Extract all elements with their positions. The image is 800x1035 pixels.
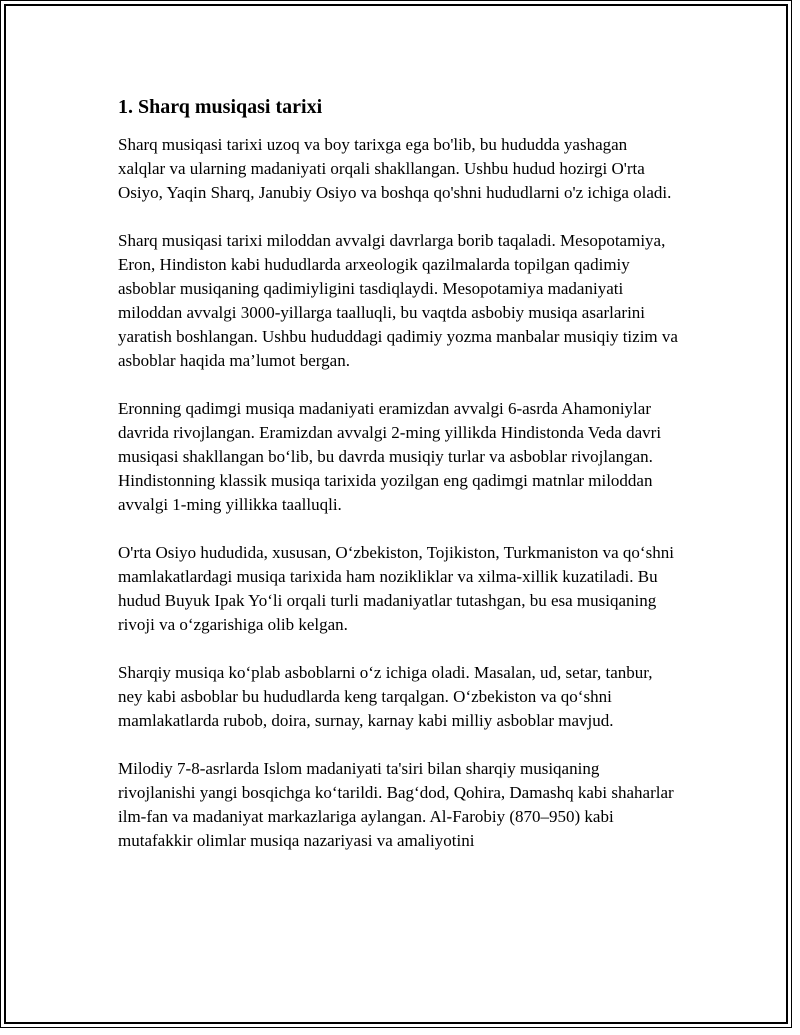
paragraph-1: Sharq musiqasi tarixi uzoq va boy tarixga ega bo'lib, bu hududda yashagan xalqlar va ularning madaniyati orqali shakllangan. Ushbu hudud hozirgi O'rta Osiyo, Yaqin Sharq, Janubiy Osiyo va boshqa qo'shni hududlarni o'z ichiga oladi.: [118, 135, 672, 202]
paragraph-4: O'rta Osiyo hududida, xususan, O‘zbekiston, Tojikiston, Turkmaniston va qo‘shni mamlakatlardagi musiqa tarixida ham nozikliklar va xilma-xillik kuzatiladi. Bu hudud Buyuk Ipak Yo‘li orqali turli madaniyatlar tutashgan, bu esa musiqaning rivoji va o‘zgarishiga olib kelgan.: [118, 543, 674, 634]
section-title: 1. Sharq musiqasi tarixi: [118, 96, 323, 118]
paragraph-3: Eronning qadimgi musiqa madaniyati eramizdan avvalgi 6-asrda Ahamoniylar davrida rivojlangan. Eramizdan avvalgi 2-ming yillikda Hindistonda Veda davri musiqasi shakllangan bo‘lib, bu davrda musiqiy turlar va asboblar rivojlangan. Hindistonning klassik musiqa tarixida yozilgan eng qadimgi matnlar miloddan avvalgi 1-ming yillikka taalluqli.: [118, 399, 662, 514]
paragraph-5: Sharqiy musiqa ko‘plab asboblarni o‘z ichiga oladi. Masalan, ud, setar, tanbur, ney kabi asboblar bu hududlarda keng tarqalgan. O‘zbekiston va qo‘shni mamlakatlarda rubob, doira, surnay, karnay kabi milliy asboblar mavjud.: [118, 663, 653, 730]
document-body: [118, 93, 678, 877]
paragraph-2: Sharq musiqasi tarixi miloddan avvalgi davrlarga borib taqaladi. Mesopotamiya, Eron, Hindiston kabi hududlarda arxeologik qazilmalarda topilgan qadimiy asboblar musiqaning qadimiyligini tasdiqlaydi. Mesopotamiya madaniyati miloddan avvalgi 3000-yillarga taalluqli, bu vaqtda asbobiy musiqa asarlarini yaratish boshlangan. Ushbu hududdagi qadimiy yozma manbalar musiqiy tizim va asboblar haqida ma’lumot bergan.: [118, 231, 678, 370]
paragraph-6: Milodiy 7-8-asrlarda Islom madaniyati ta'siri bilan sharqiy musiqaning rivojlanishi yangi bosqichga ko‘tarildi. Bag‘dod, Qohira, Damashq kabi shaharlar ilm-fan va madaniyat markazlariga aylangan. Al-Farobiy (870–950) kabi mutafakkir olimlar musiqa nazariyasi va amaliyotini: [118, 759, 674, 850]
